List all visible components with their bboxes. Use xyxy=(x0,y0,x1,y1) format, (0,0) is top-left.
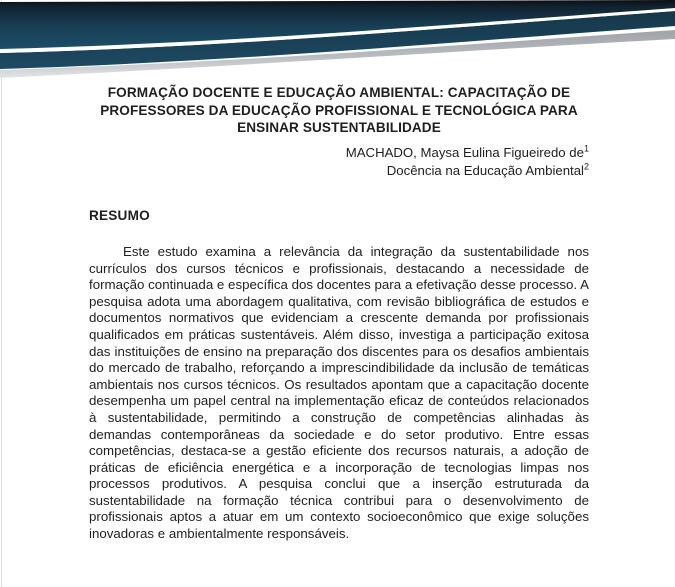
page-content xyxy=(89,0,589,543)
section-heading-resumo: RESUMO xyxy=(89,207,150,223)
author-name-line xyxy=(89,144,589,163)
paper-title-line: FORMAÇÃO DOCENTE E EDUCAÇÃO AMBIENTAL: CAPACITAÇÃO DE xyxy=(107,85,571,100)
abstract-paragraph: Este estudo examina a relevância da integração da sustentabilidade nos currículos dos cursos técnicos e profissionais, destacando a necessidade de formação continuada e específica dos docentes para a efetivação desse processo. A pesquisa adota uma abordagem qualitativa, com revisão bibliográfica de estudos e documentos normativos que evidenciam a crescente demanda por profissionais qualificados em práticas sustentáveis. Além disso, investiga a participação exitosa das instituições de ensino na preparação dos discentes para os desafios ambientais do mercado de trabalho, reforçando a imprescindibilidade da inclusão de temáticas ambientais nos cursos técnicos. Os resultados apontam que a capacitação docente desempenha um papel central na implementação eficaz de conteúdos relacionados à sustentabilidade, permitindo a construção de competências alinhadas às demandas contemporâneas da sociedade e do setor produtivo. Entre essas competências, destaca-se a gestão eficiente dos recursos naturais, a adoção de práticas de eficiência energética e a incorporação de tecnologias limpas nos processos produtivos. A pesquisa conclui que a inserção estruturada da sustentabilidade na formação técnica contribui para o desenvolvimento de profissionais aptos a atuar em um contexto socioeconômico que exige soluções inovadoras e ambientalmente responsáveis. xyxy=(89,243,589,542)
footnote-marker: 1 xyxy=(583,143,589,154)
author-block xyxy=(89,144,589,181)
footnote-marker: 2 xyxy=(583,161,589,172)
paper-title xyxy=(89,84,589,137)
author-affiliation-line xyxy=(89,162,589,181)
author-name: MACHADO, Maysa Eulina Figueiredo de xyxy=(345,144,584,160)
paper-title-line: ENSINAR SUSTENTABILIDADE xyxy=(237,120,441,136)
author-affiliation: Docência na Educação Ambiental xyxy=(386,163,584,179)
paper-title-line: PROFESSORES DA EDUCAÇÃO PROFISSIONAL E TECNOLÓGICA PARA xyxy=(100,102,578,118)
